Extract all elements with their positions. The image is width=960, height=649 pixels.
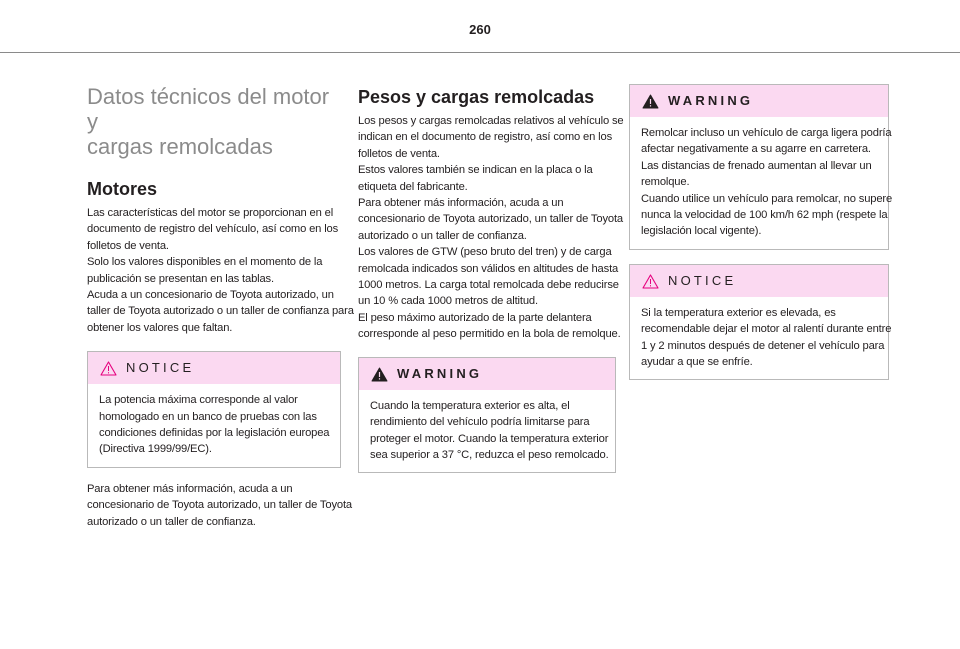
pesos-paragraph <box>358 113 624 343</box>
text-line: Las características del motor se proporcionan en el <box>87 207 334 219</box>
text-line: remolcada indicados son válidos en altitudes de hasta <box>358 262 619 275</box>
text-line: condiciones definidas por la legislación europea <box>99 427 330 440</box>
text-line: documento de registro del vehículo, así como en los <box>87 223 339 236</box>
text-line: Para obtener más información, acuda a un <box>358 197 564 210</box>
page-title <box>87 84 341 159</box>
notice-box <box>87 351 341 468</box>
text-line: Acuda a un concesionario de Toyota autorizado, un <box>87 289 334 302</box>
text-line: El peso máximo autorizado de la parte delantera <box>358 311 592 324</box>
text-line: un 10 % cada 1000 metros de altitud. <box>358 295 538 308</box>
notice-header <box>88 352 340 384</box>
text-line: legislación local vigente). <box>641 225 762 238</box>
warning-header <box>630 85 888 117</box>
warning-triangle-outline-icon <box>642 274 659 289</box>
warning-box <box>358 357 616 474</box>
page-number: 260 <box>469 22 491 37</box>
title-line: Datos técnicos del motor y <box>87 84 330 134</box>
warning-label: WARNING <box>397 365 483 381</box>
text-line: proteger el motor. Cuando la temperatura exterior <box>370 432 609 445</box>
text-line: 1 y 2 minutos después de detener el vehículo para <box>641 339 885 352</box>
text-line: Cuando la temperatura exterior es alta, el <box>370 399 570 412</box>
heading-motores: Motores <box>87 179 158 199</box>
text-line: autorizado o un taller de confianza. <box>358 229 527 242</box>
text-line: Para obtener más información, acuda a un <box>87 482 293 495</box>
text-line: concesionario de Toyota autorizado, un taller de Toyota <box>87 499 352 512</box>
text-line: rendimiento del vehículo podría limitarse para <box>370 416 590 429</box>
notice-label: NOTICE <box>668 272 737 288</box>
column-right <box>629 84 893 380</box>
text-line: Si la temperatura exterior es elevada, es <box>641 306 836 319</box>
text-line: recomendable dejar el motor al ralentí durante entre <box>641 323 892 336</box>
text-line: autorizado o un taller de confianza. <box>87 515 256 528</box>
text-line: publicación se presentan en las tablas. <box>87 272 274 285</box>
text-line: concesionario de Toyota autorizado, un taller de Toyota <box>358 213 623 226</box>
text-line: indican en el documento de registro, así como en los <box>358 131 613 144</box>
text-line: La potencia máxima corresponde al valor <box>99 394 298 407</box>
text-line: nunca la velocidad de 100 km/h 62 mph (respete la <box>641 209 888 222</box>
text-line: obtener los valores que faltan. <box>87 321 233 334</box>
text-line: taller de Toyota autorizado o un taller de confianza para <box>87 305 354 318</box>
notice-header <box>630 265 888 297</box>
header-divider <box>0 52 960 53</box>
notice-box <box>629 264 892 381</box>
warning-triangle-filled-icon <box>371 367 388 382</box>
column-left <box>87 84 354 530</box>
text-line: folletos de venta. <box>87 239 169 252</box>
warning-body <box>359 390 615 473</box>
warning-label: WARNING <box>668 93 754 108</box>
text-line: Los pesos y cargas remolcadas relativos al vehículo se <box>358 115 624 127</box>
warning-box <box>629 84 893 250</box>
text-line: corresponde al peso permitido en la bola de remolque. <box>358 328 621 341</box>
warning-triangle-filled-icon <box>642 94 659 109</box>
text-line: folletos de venta. <box>358 147 440 160</box>
text-line: Cuando utilice un vehículo para remolcar, no supere <box>641 192 893 205</box>
notice-body <box>630 297 892 380</box>
text-line: Estos valores también se indican en la placa o la <box>358 164 593 177</box>
text-line: remolque. <box>641 176 690 189</box>
motores-paragraph <box>87 205 354 336</box>
text-line: (Directiva 1999/99/EC). <box>99 443 212 456</box>
text-line: 1000 metros. La carga total remolcada debe reducirse <box>358 279 619 292</box>
text-line: Remolcar incluso un vehículo de carga ligera podría <box>641 127 892 139</box>
text-line: sea superior a 37 °C, reduzca el peso remolcado. <box>370 448 609 461</box>
text-line: etiqueta del fabricante. <box>358 180 468 193</box>
warning-triangle-outline-icon <box>100 361 117 376</box>
text-line: afectar negativamente a su agarre en carretera. <box>641 143 871 156</box>
warning-header <box>359 358 615 390</box>
text-line: Solo los valores disponibles en el momento de la <box>87 256 323 269</box>
text-line: ayudar a que se enfríe. <box>641 356 753 369</box>
more-info-paragraph <box>87 481 352 530</box>
notice-label: NOTICE <box>126 360 195 376</box>
column-middle <box>358 84 624 473</box>
title-line: cargas remolcadas <box>87 134 273 159</box>
heading-pesos: Pesos y cargas remolcadas <box>358 87 595 107</box>
notice-body <box>88 384 340 467</box>
text-line: Los valores de GTW (peso bruto del tren) y de carga <box>358 246 612 259</box>
text-line: homologado en un banco de pruebas con las <box>99 410 317 423</box>
text-line: Las distancias de frenado aumentan al llevar un <box>641 159 872 172</box>
warning-body <box>630 117 893 249</box>
